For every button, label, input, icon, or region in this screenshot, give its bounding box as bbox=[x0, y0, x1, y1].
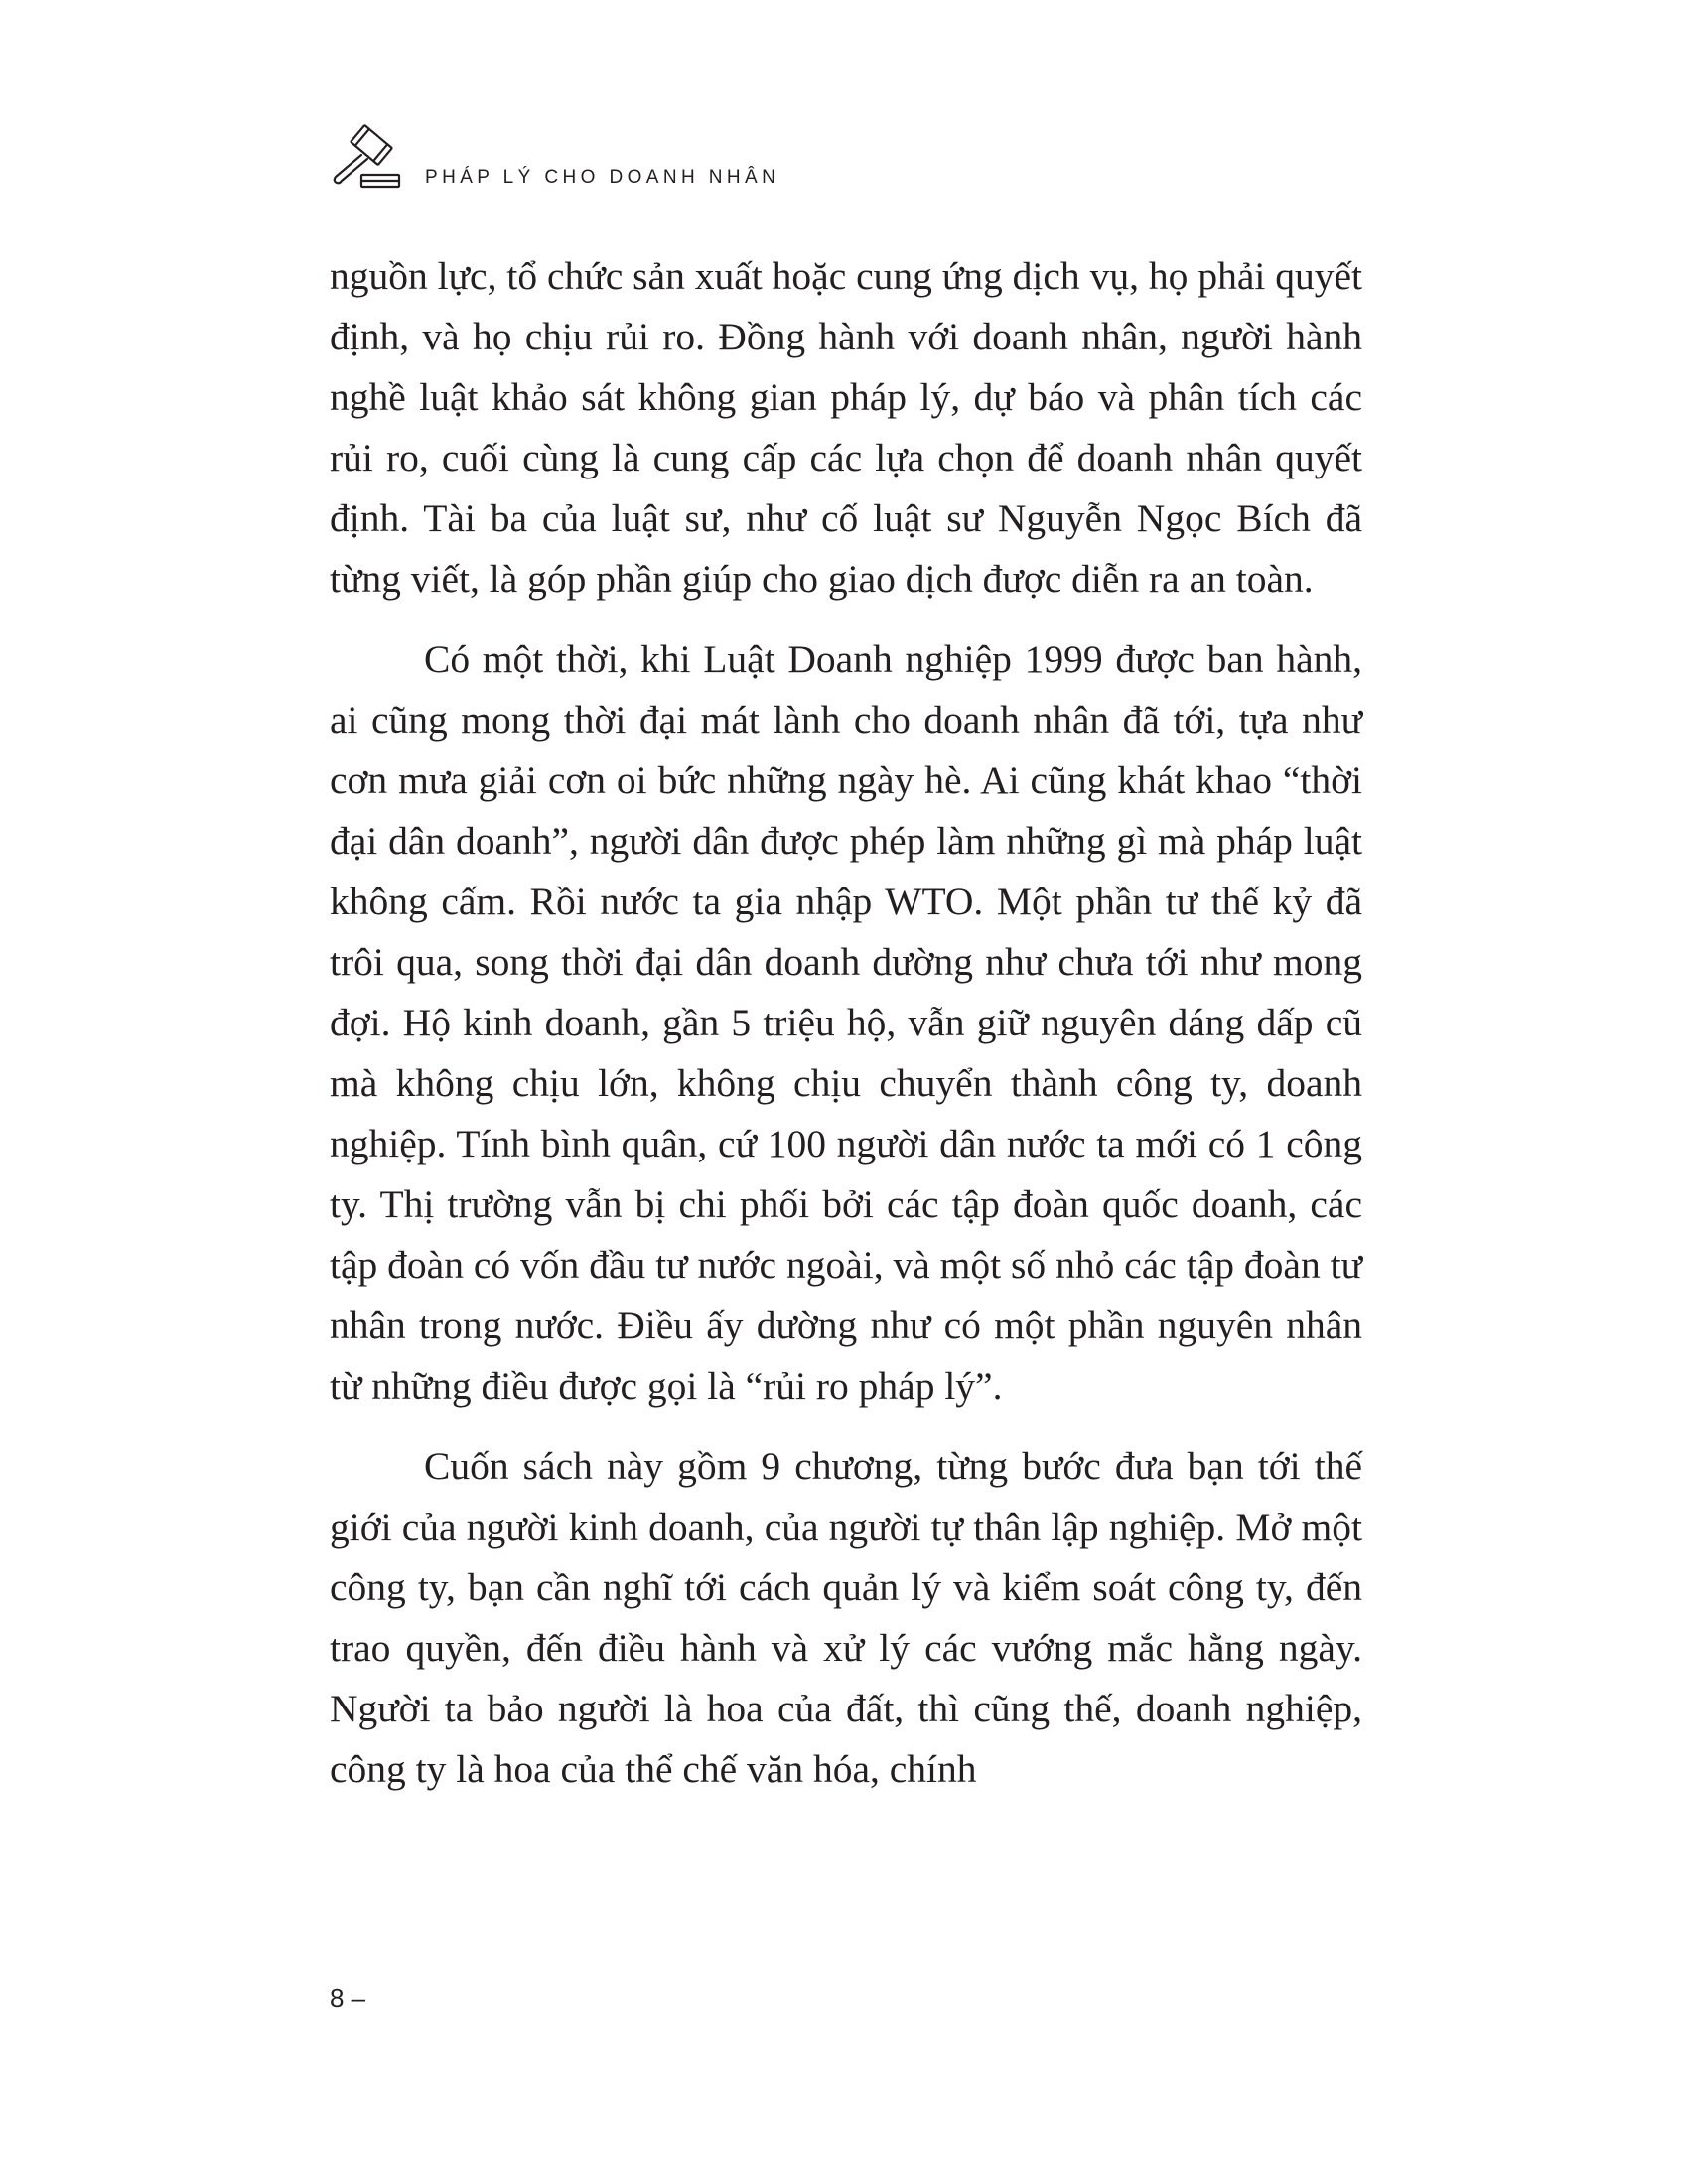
page-number: 8 – bbox=[330, 1983, 366, 2013]
running-title: PHÁP LÝ CHO DOANH NHÂN bbox=[425, 167, 780, 188]
running-header bbox=[328, 117, 844, 199]
gavel-icon bbox=[328, 117, 403, 189]
paragraph-2: Có một thời, khi Luật Doanh nghiệp 1999 được ban hành, ai cũng mong thời đại mát lành cho doanh nhân đã tới, tựa như cơn mưa giải cơn oi bức những ngày hè. Ai cũng khát khao “thời đại dân doanh”, người dân được phép làm những gì mà pháp luật không cấm. Rồi nước ta gia nhập WTO. Một phần tư thế kỷ đã trôi qua, song thời đại dân doanh dường như chưa tới như mong đợi. Hộ kinh doanh, gần 5 triệu hộ, vẫn giữ nguyên dáng dấp cũ mà không chịu lớn, không chịu chuyển thành công ty, doanh nghiệp. Tính bình quân, cứ 100 người dân nước ta mới có 1 công ty. Thị trường vẫn bị chi phối bởi các tập đoàn quốc doanh, các tập đoàn có vốn đầu tư nước ngoài, và một số nhỏ các tập đoàn tư nhân trong nước. Điều ấy dường như có một phần nguyên nhân từ những điều được gọi là “rủi ro pháp lý”. bbox=[330, 637, 1362, 1408]
paragraph-1: nguồn lực, tổ chức sản xuất hoặc cung ứng dịch vụ, họ phải quyết định, và họ chịu rủi ro. Đồng hành với doanh nhân, người hành nghề luật khảo sát không gian pháp lý, dự báo và phân tích các rủi ro, cuối cùng là cung cấp các lựa chọn để doanh nhân quyết định. Tài ba của luật sư, như cố luật sư Nguyễn Ngọc Bích đã từng viết, là góp phần giúp cho giao dịch được diễn ra an toàn. bbox=[330, 254, 1362, 601]
paragraph-3: Cuốn sách này gồm 9 chương, từng bước đưa bạn tới thế giới của người kinh doanh, của người tự thân lập nghiệp. Mở một công ty, bạn cần nghĩ tới cách quản lý và kiểm soát công ty, đến trao quyền, đến điều hành và xử lý các vướng mắc hằng ngày. Người ta bảo người là hoa của đất, thì cũng thế, doanh nghiệp, công ty là hoa của thể chế văn hóa, chính bbox=[330, 1444, 1362, 1791]
body-text bbox=[330, 246, 1362, 1820]
